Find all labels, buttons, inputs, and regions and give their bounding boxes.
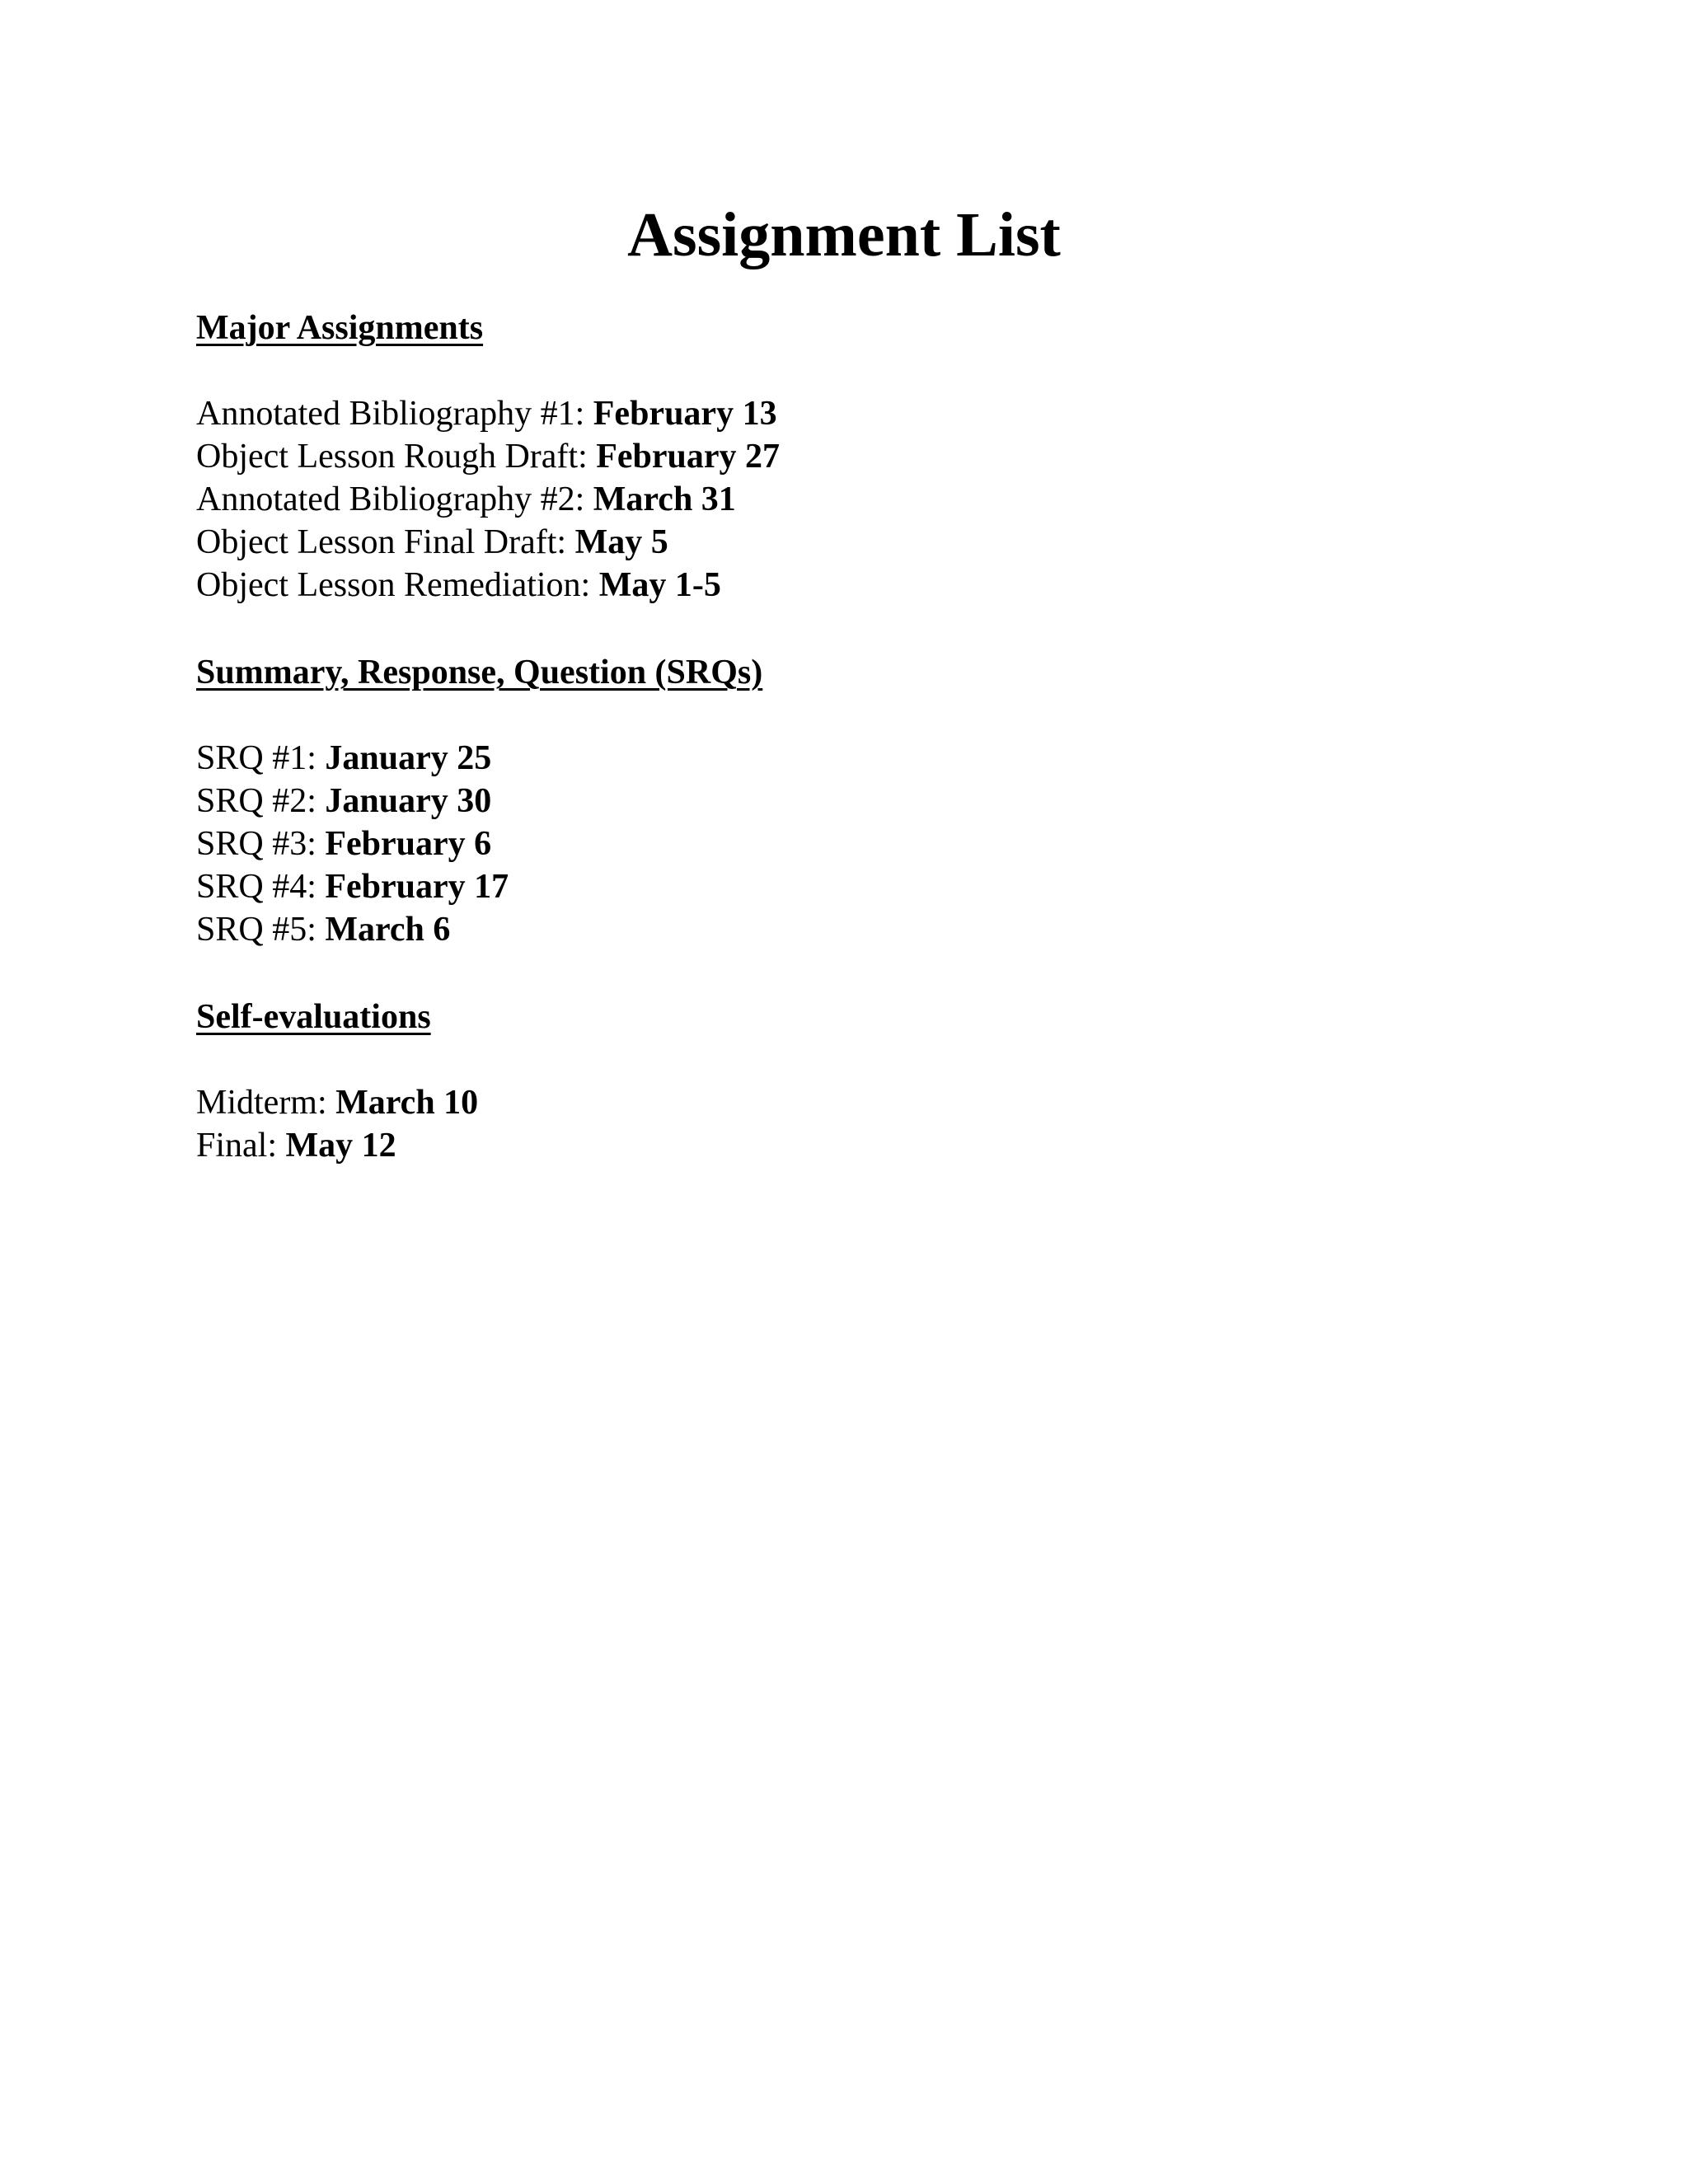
assignment-item [196,521,1515,564]
page-title: Assignment List [627,200,1061,269]
due-date: January 30 [325,782,492,820]
srq-label: SRQ #2: [196,782,326,820]
evaluation-item [196,1124,1515,1167]
due-date: March 10 [335,1084,479,1122]
assignment-label: Object Lesson Remediation: [196,566,599,604]
assignment-item [196,435,1515,478]
srq-label: SRQ #3: [196,825,326,863]
due-date: May 5 [574,523,668,561]
assignment-label: Object Lesson Rough Draft: [196,438,597,476]
assignment-label: Annotated Bibliography #1: [196,395,593,433]
srq-item [196,737,1515,780]
srq-item [196,908,1515,951]
due-date: May 1-5 [598,566,721,604]
assignment-label: Object Lesson Final Draft: [196,523,575,561]
due-date: March 6 [325,911,451,949]
self-evaluations-section [196,996,1515,1167]
srq-section [196,651,1515,951]
section-heading-major-assignments: Major Assignments [196,309,484,347]
section-heading-srqs: Summary, Response, Question (SRQs) [196,654,763,691]
srq-item [196,780,1515,823]
assignment-item [196,478,1515,521]
due-date: February 6 [325,825,492,863]
section-heading-self-evaluations: Self-evaluations [196,998,431,1036]
assignment-item [196,564,1515,607]
due-date: January 25 [325,739,492,777]
srq-label: SRQ #4: [196,868,326,906]
srq-label: SRQ #1: [196,739,326,777]
due-date: February 13 [593,395,777,433]
major-assignments-section [196,307,1515,607]
assignment-label: Annotated Bibliography #2: [196,480,593,518]
due-date: February 17 [325,868,509,906]
due-date: February 27 [596,438,781,476]
srq-item [196,823,1515,865]
evaluation-label: Final: [196,1127,286,1165]
evaluation-label: Midterm: [196,1084,336,1122]
srq-label: SRQ #5: [196,911,326,949]
due-date: March 31 [593,480,736,518]
srq-item [196,865,1515,908]
assignment-item [196,392,1515,435]
evaluation-item [196,1081,1515,1124]
due-date: May 12 [285,1127,396,1165]
